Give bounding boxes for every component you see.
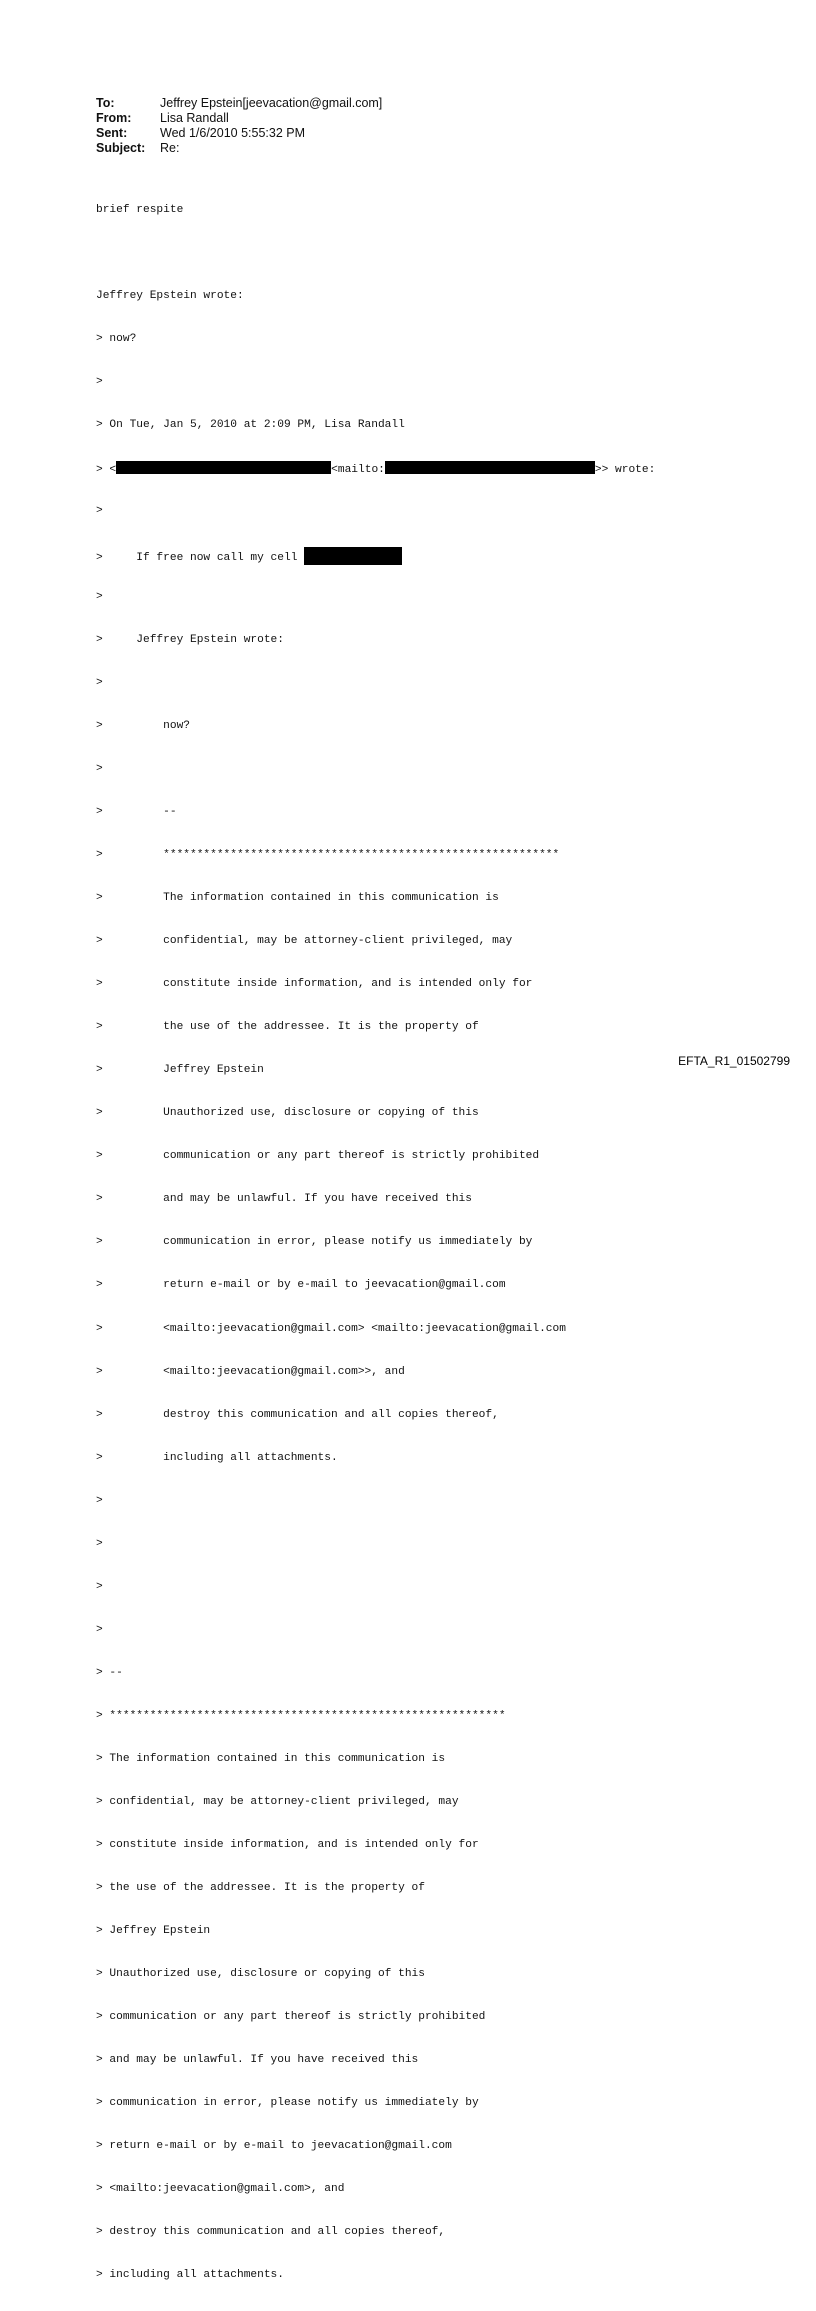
to-label: To:: [96, 96, 115, 110]
email-body: [96, 174, 655, 2311]
body-line: >: [96, 1537, 103, 1550]
body-line: > Jeffrey Epstein: [96, 1064, 264, 1077]
body-line: > communication or any part thereof is strictly prohibited: [96, 1150, 540, 1163]
body-line: > --: [96, 1666, 123, 1679]
body-line: > confidential, may be attorney-client privileged, may: [96, 1795, 459, 1808]
body-line: > <mailto:jeevacation@gmail.com>>, and: [96, 1365, 405, 1378]
body-line: > constitute inside information, and is intended only for: [96, 1838, 479, 1851]
sent-value: Wed 1/6/2010 5:55:32 PM: [160, 126, 306, 140]
body-line: > ***********************************************************: [96, 849, 560, 862]
to-value: Jeffrey Epstein[jeevacation@gmail.com]: [160, 96, 383, 110]
body-line: > communication in error, please notify us immediately by: [96, 2097, 479, 2110]
body-line: > return e-mail or by e-mail to jeevacation@gmail.com: [96, 2140, 452, 2153]
body-line: > the use of the addressee. It is the property of: [96, 1021, 479, 1034]
body-line: > and may be unlawful. If you have received this: [96, 2054, 419, 2067]
body-line: > Unauthorized use, disclosure or copying of this: [96, 1967, 425, 1980]
body-line: > Jeffrey Epstein: [96, 1924, 211, 1937]
body-line: > The information contained in this communication is: [96, 1752, 446, 1765]
body-line-redacted-email: [96, 461, 655, 475]
body-line: > destroy this communication and all copies thereof,: [96, 1408, 499, 1421]
body-line-text: > If free now call my cell: [96, 551, 305, 564]
body-line: > Unauthorized use, disclosure or copying of this: [96, 1107, 479, 1120]
body-line: > The information contained in this communication is: [96, 892, 499, 905]
body-line: >: [96, 1623, 103, 1636]
subject-label: Subject:: [96, 141, 146, 155]
sent-label: Sent:: [96, 126, 128, 140]
body-line: > Jeffrey Epstein wrote:: [96, 634, 284, 646]
body-line: > communication or any part thereof is strictly prohibited: [96, 2011, 486, 2023]
body-line: > the use of the addressee. It is the property of: [96, 1881, 425, 1894]
body-line: > On Tue, Jan 5, 2010 at 2:09 PM, Lisa Randall: [96, 418, 405, 431]
body-line: >: [96, 375, 103, 388]
redaction-block: [304, 547, 402, 565]
redaction-block: [116, 461, 331, 474]
body-line: >: [96, 504, 103, 517]
from-row: [96, 111, 382, 126]
subject-value: Re:: [160, 141, 180, 155]
to-row: [96, 96, 382, 111]
body-line: > now?: [96, 720, 190, 733]
email-header: [96, 96, 382, 156]
body-line: > destroy this communication and all copies thereof,: [96, 2226, 446, 2239]
body-line: > return e-mail or by e-mail to jeevacation@gmail.com: [96, 1279, 506, 1292]
body-line: Jeffrey Epstein wrote:: [96, 289, 244, 302]
from-value: Lisa Randall: [160, 111, 229, 125]
body-line: brief respite: [96, 203, 184, 216]
mailto-open: <mailto:: [331, 463, 385, 476]
wrote-suffix: >> wrote:: [594, 463, 656, 476]
body-line: > now?: [96, 332, 137, 345]
body-line: > constitute inside information, and is intended only for: [96, 978, 533, 991]
redaction-block: [385, 461, 595, 474]
body-line: > <mailto:jeevacation@gmail.com> <mailto:jeevacation@gmail.com: [96, 1322, 566, 1335]
body-line: >: [96, 1580, 103, 1593]
body-line: >: [96, 1494, 103, 1507]
body-line: > --: [96, 806, 177, 819]
subject-row: [96, 141, 382, 156]
body-line: >: [96, 590, 103, 603]
body-line: > ***********************************************************: [96, 1709, 506, 1722]
from-label: From:: [96, 111, 132, 125]
bates-number: EFTA_R1_01502799: [678, 1054, 790, 1068]
body-line: > confidential, may be attorney-client privileged, may: [96, 935, 513, 948]
body-line-prefix: > <: [96, 463, 117, 476]
body-line: >: [96, 763, 103, 776]
body-line: > <mailto:jeevacation@gmail.com>, and: [96, 2183, 345, 2196]
body-line: > including all attachments.: [96, 1451, 338, 1464]
body-line: >: [96, 677, 103, 690]
body-line: [96, 246, 655, 260]
body-line-redacted-cell: [96, 547, 655, 564]
body-line: > and may be unlawful. If you have received this: [96, 1193, 472, 1206]
body-line: > communication in error, please notify us immediately by: [96, 1236, 533, 1249]
sent-row: [96, 126, 382, 141]
body-line: > including all attachments.: [96, 2269, 284, 2282]
